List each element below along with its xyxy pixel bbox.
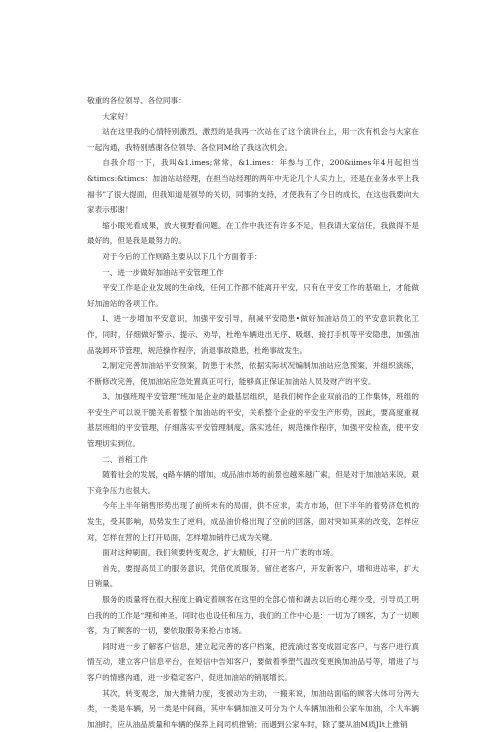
paragraph: 其次，转变观念，加大推销力度，变被动为主动，一搬来说，加油站面临的顾客大体可分两大类，一类是车辆，另一类是中间商，其中车辆加油又可分为个人车辆加油和公家车加油，个人车辆加油时，应从油品质量和车辆的保养上间司机推销；而遇到公家车时，除了要从油M质JIt上推销: [87, 688, 419, 729]
section-heading: 二、首稻工作: [102, 454, 148, 464]
paragraph: 平安工作是企业发展的生命线，任何工作都不能离开平安，只有在平安工作的基础上，才能做好加油站的各项工作。: [87, 283, 419, 308]
paragraph: 缩小眼光看成果，放大视野看问题。在工作中我还有许多不足，但我请大家信任，我做得不是最好的，但是我是最努力的。: [87, 220, 419, 246]
speech-body: [87, 93, 419, 732]
greeting: 大家好！: [102, 111, 133, 121]
paragraph: 服务的质量将在很大程度上确定着顾客在这里的全部心情和湖去以后的心理少受，引导员工明白我的的工作是“理和神圣，同时也也设任和压力，我们的工作中心是：一切为了顾客，为了一切顾客，为了顾客的一切，要依取服务来抢占市场。: [87, 595, 419, 636]
paragraph: 同时进一步了解客户信息，建立起完善的客户档案，把流淌过客变成固定客户，与客户进行真情互动，建立客户信息平台，在短信中告知客户，要做着季塑气温改变更换加油品号等，增进了与客户的情感沟通，进一步稳定客户，促进加油站的销展增长。: [87, 641, 419, 682]
paragraph: 随着社会的发展，q路车辆的增加，成品油市场的前景也越来越广索，但是对于加油站来说，艰下竞争压力也很大。: [87, 470, 419, 495]
paragraph: 今年上半年销售形势出现了前所未有的局面，供不应求，卖方市场，但下半年的着势济危机的发生，受其影响，局势发生了逆料，成品油价格出现了空前的回落，面对突如其来的改变，怎样应对，怎样在营的上打开局面，怎样增加销件已成为关键。: [87, 501, 419, 542]
paragraph: 自我介绍一下，我叫&1.imes;常常，&1.imes：年参与工作，200&iimes年4月起担当&timcs:&timcs：加油站站经理，在担当站经理的两年中无论几个人实力上，还是在业务水平上我福书”了很大提面，但我知道是领导的关切，同事的支持，才使我有了今日的成长，在这也我要向大家表示那谢！: [87, 158, 419, 215]
paragraph: 面对这种刷面，我们须要转变观念，扩大精版，打开一片广袤的市场。: [102, 548, 338, 558]
paragraph: 3、加强班现平安管理”班加是企业的最基层组织，是我们树作企业双前沿的工作集体，班组的平安生产可以说干脆关系着整个加油站的平安，关系整个企业的平安生产形势，因此，要高度重视基层班组的平安管理，仔细落实平安管理制度，落实选任，规范操作程序，加强平安检查，使平安管理切实到位。: [87, 392, 419, 449]
paragraph: 站在这里我的心情特别激烈，激烈的是我再一次站在了这个演讲台上，用一次有机会与大家在一起沟通，我特别感谢各位领导、各位同M给了我这次机会。: [87, 127, 419, 152]
paragraph: 对于今后的工作则路主要从以下几个方面着手：: [102, 251, 262, 261]
section-heading: 一、进一步做好加油站平安管理工作: [102, 267, 224, 277]
paragraph: I、进一步增加平安意识，加强平安引导，削减平安隐患•做好加油站员工的平安意识教化工作，同时，仔细做好警示、提示、劝导，杜绝车辆进出无序、吸烟、接打手机等平安隐患，加强油品装卸环节管理，规范操作程序，消退事故隐患，杜绝事故发生。: [87, 314, 419, 355]
salutation: 敬重的各位领导、各位同事：: [87, 96, 186, 105]
paragraph: 首先，要提高员工的服务意识，凭借优质服务，留住老客户，开发新客户，增和进站率，扩大日销量。: [87, 563, 419, 589]
paragraph: 2,制定完善加油站平安预案，防患于未然，依据实际状况编制加油站应急预案，并组织演练，不断修改完善，使加油站应急处置真正可行，能够真正保证加油站人员及财产的平安。: [87, 361, 419, 386]
